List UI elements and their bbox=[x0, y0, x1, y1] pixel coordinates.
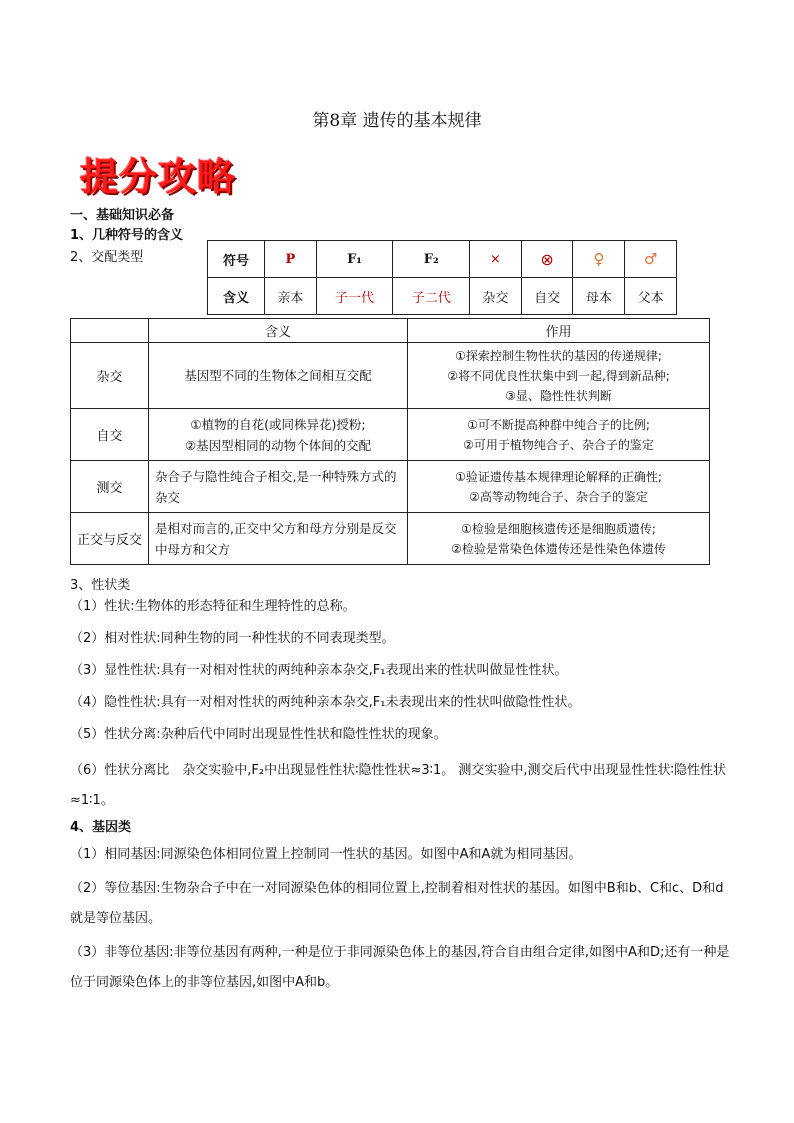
row-meaning: 杂合子与隐性纯合子相交,是一种特殊方式的杂交 bbox=[149, 461, 408, 513]
list-item: （5）性状分离:杂种后代中同时出现显性性状和隐性性状的现象。 bbox=[70, 727, 447, 742]
meanings-row bbox=[208, 278, 677, 315]
meaning-cell: 亲本 bbox=[265, 278, 317, 315]
symbol-cell: × bbox=[470, 241, 522, 278]
symbols-row bbox=[208, 241, 677, 278]
list-item: （2）相对性状:同种生物的同一种性状的不同表现类型。 bbox=[70, 631, 395, 646]
table-row bbox=[71, 461, 710, 513]
row-uses bbox=[408, 343, 710, 409]
meaning-header: 含义 bbox=[208, 278, 265, 315]
symbol-cell: F₁ bbox=[316, 241, 393, 278]
list-item: （6）性状分离比 杂交实验中,F₂中出现显性性状∶隐性性状≈3∶1。 测交实验中,测交后代中出现显性性状∶隐性性状≈1∶1。 bbox=[70, 763, 726, 808]
row-name: 正交与反交 bbox=[71, 513, 149, 565]
meaning-cell: 子二代 bbox=[393, 278, 470, 315]
meaning-cell: 母本 bbox=[573, 278, 625, 315]
page-title: 第8章 遗传的基本规律 bbox=[312, 111, 482, 131]
table-row bbox=[71, 343, 710, 409]
use-line: ②将不同优良性状集中到一起,得到新品种; bbox=[447, 368, 670, 383]
use-line: ①验证遗传基本规律理论解释的正确性; bbox=[455, 469, 662, 484]
symbol-cell: F₂ bbox=[393, 241, 470, 278]
traits-list bbox=[70, 596, 730, 816]
meaning-cell: 杂交 bbox=[470, 278, 522, 315]
list-item: （4）隐性性状:具有一对相对性状的两纯种亲本杂交,F₁未表现出来的性状叫做隐性性状。 bbox=[70, 695, 581, 710]
meaning-line: ①植物的自花(或同株异花)授粉; bbox=[190, 416, 366, 432]
row-uses bbox=[408, 513, 710, 565]
symbol-header: 符号 bbox=[208, 241, 265, 278]
use-line: ①检验是细胞核遗传还是细胞质遗传; bbox=[461, 521, 656, 536]
row-uses bbox=[408, 461, 710, 513]
list-item: （1）相同基因:同源染色体相同位置上控制同一性状的基因。如图中A和A就为相同基因。 bbox=[70, 847, 582, 862]
genes-list bbox=[70, 840, 730, 998]
use-line: ②高等动物纯合子、杂合子的鉴定 bbox=[469, 489, 648, 504]
meaning-cell: 子一代 bbox=[316, 278, 393, 315]
row-name: 杂交 bbox=[71, 343, 149, 409]
symbol-cell: ♂ bbox=[625, 241, 677, 278]
header-meaning: 含义 bbox=[149, 319, 408, 343]
table-row bbox=[71, 409, 710, 461]
logo-text: 提分攻略 bbox=[80, 155, 237, 199]
symbols-heading: 1、几种符号的含义 bbox=[70, 228, 184, 243]
table-header-row bbox=[71, 319, 710, 343]
use-line: ①探索控制生物性状的基因的传递规律; bbox=[455, 348, 662, 363]
use-line: ②检验是常染色体遗传还是性染色体遗传 bbox=[451, 541, 666, 556]
row-uses bbox=[408, 409, 710, 461]
list-item: （2）等位基因:生物杂合子中在一对同源染色体的相同位置上,控制着相对性状的基因。如图中B和b、C和c、D和d就是等位基因。 bbox=[70, 881, 724, 926]
mating-table bbox=[70, 318, 710, 565]
symbol-cell: P bbox=[265, 241, 317, 278]
symbols-table bbox=[207, 240, 677, 315]
use-line: ①可不断提高种群中纯合子的比例; bbox=[467, 417, 650, 432]
row-name: 测交 bbox=[71, 461, 149, 513]
use-line: ③显、隐性性状判断 bbox=[505, 388, 612, 403]
row-name: 自交 bbox=[71, 409, 149, 461]
list-item: （3）非等位基因:非等位基因有两种,一种是位于非同源染色体上的基因,符合自由组合定律,如图中A和D;还有一种是位于同源染色体上的非等位基因,如图中A和b。 bbox=[70, 945, 730, 990]
symbol-cell: ♀ bbox=[573, 241, 625, 278]
list-item: （3）显性性状:具有一对相对性状的两纯种亲本杂交,F₁表现出来的性状叫做显性性状。 bbox=[70, 663, 568, 678]
section4-heading: 4、基因类 bbox=[70, 820, 132, 835]
section1-heading: 一、基础知识必备 bbox=[70, 208, 175, 223]
row-meaning bbox=[149, 409, 408, 461]
header-use: 作用 bbox=[408, 319, 710, 343]
row-meaning: 是相对而言的,正交中父方和母方分别是反交中母方和父方 bbox=[149, 513, 408, 565]
use-line: ②可用于植物纯合子、杂合子的鉴定 bbox=[463, 437, 654, 452]
mating-heading: 2、交配类型 bbox=[70, 250, 144, 265]
table-row bbox=[71, 513, 710, 565]
section3-heading: 3、性状类 bbox=[70, 578, 131, 593]
meaning-cell: 父本 bbox=[625, 278, 677, 315]
list-item: （1）性状:生物体的形态特征和生理特性的总称。 bbox=[70, 599, 356, 614]
meaning-cell: 自交 bbox=[521, 278, 573, 315]
meaning-line: ②基因型相同的动物个体间的交配 bbox=[184, 437, 372, 453]
row-meaning: 基因型不同的生物体之间相互交配 bbox=[149, 343, 408, 409]
symbol-cell: ⊗ bbox=[521, 241, 573, 278]
